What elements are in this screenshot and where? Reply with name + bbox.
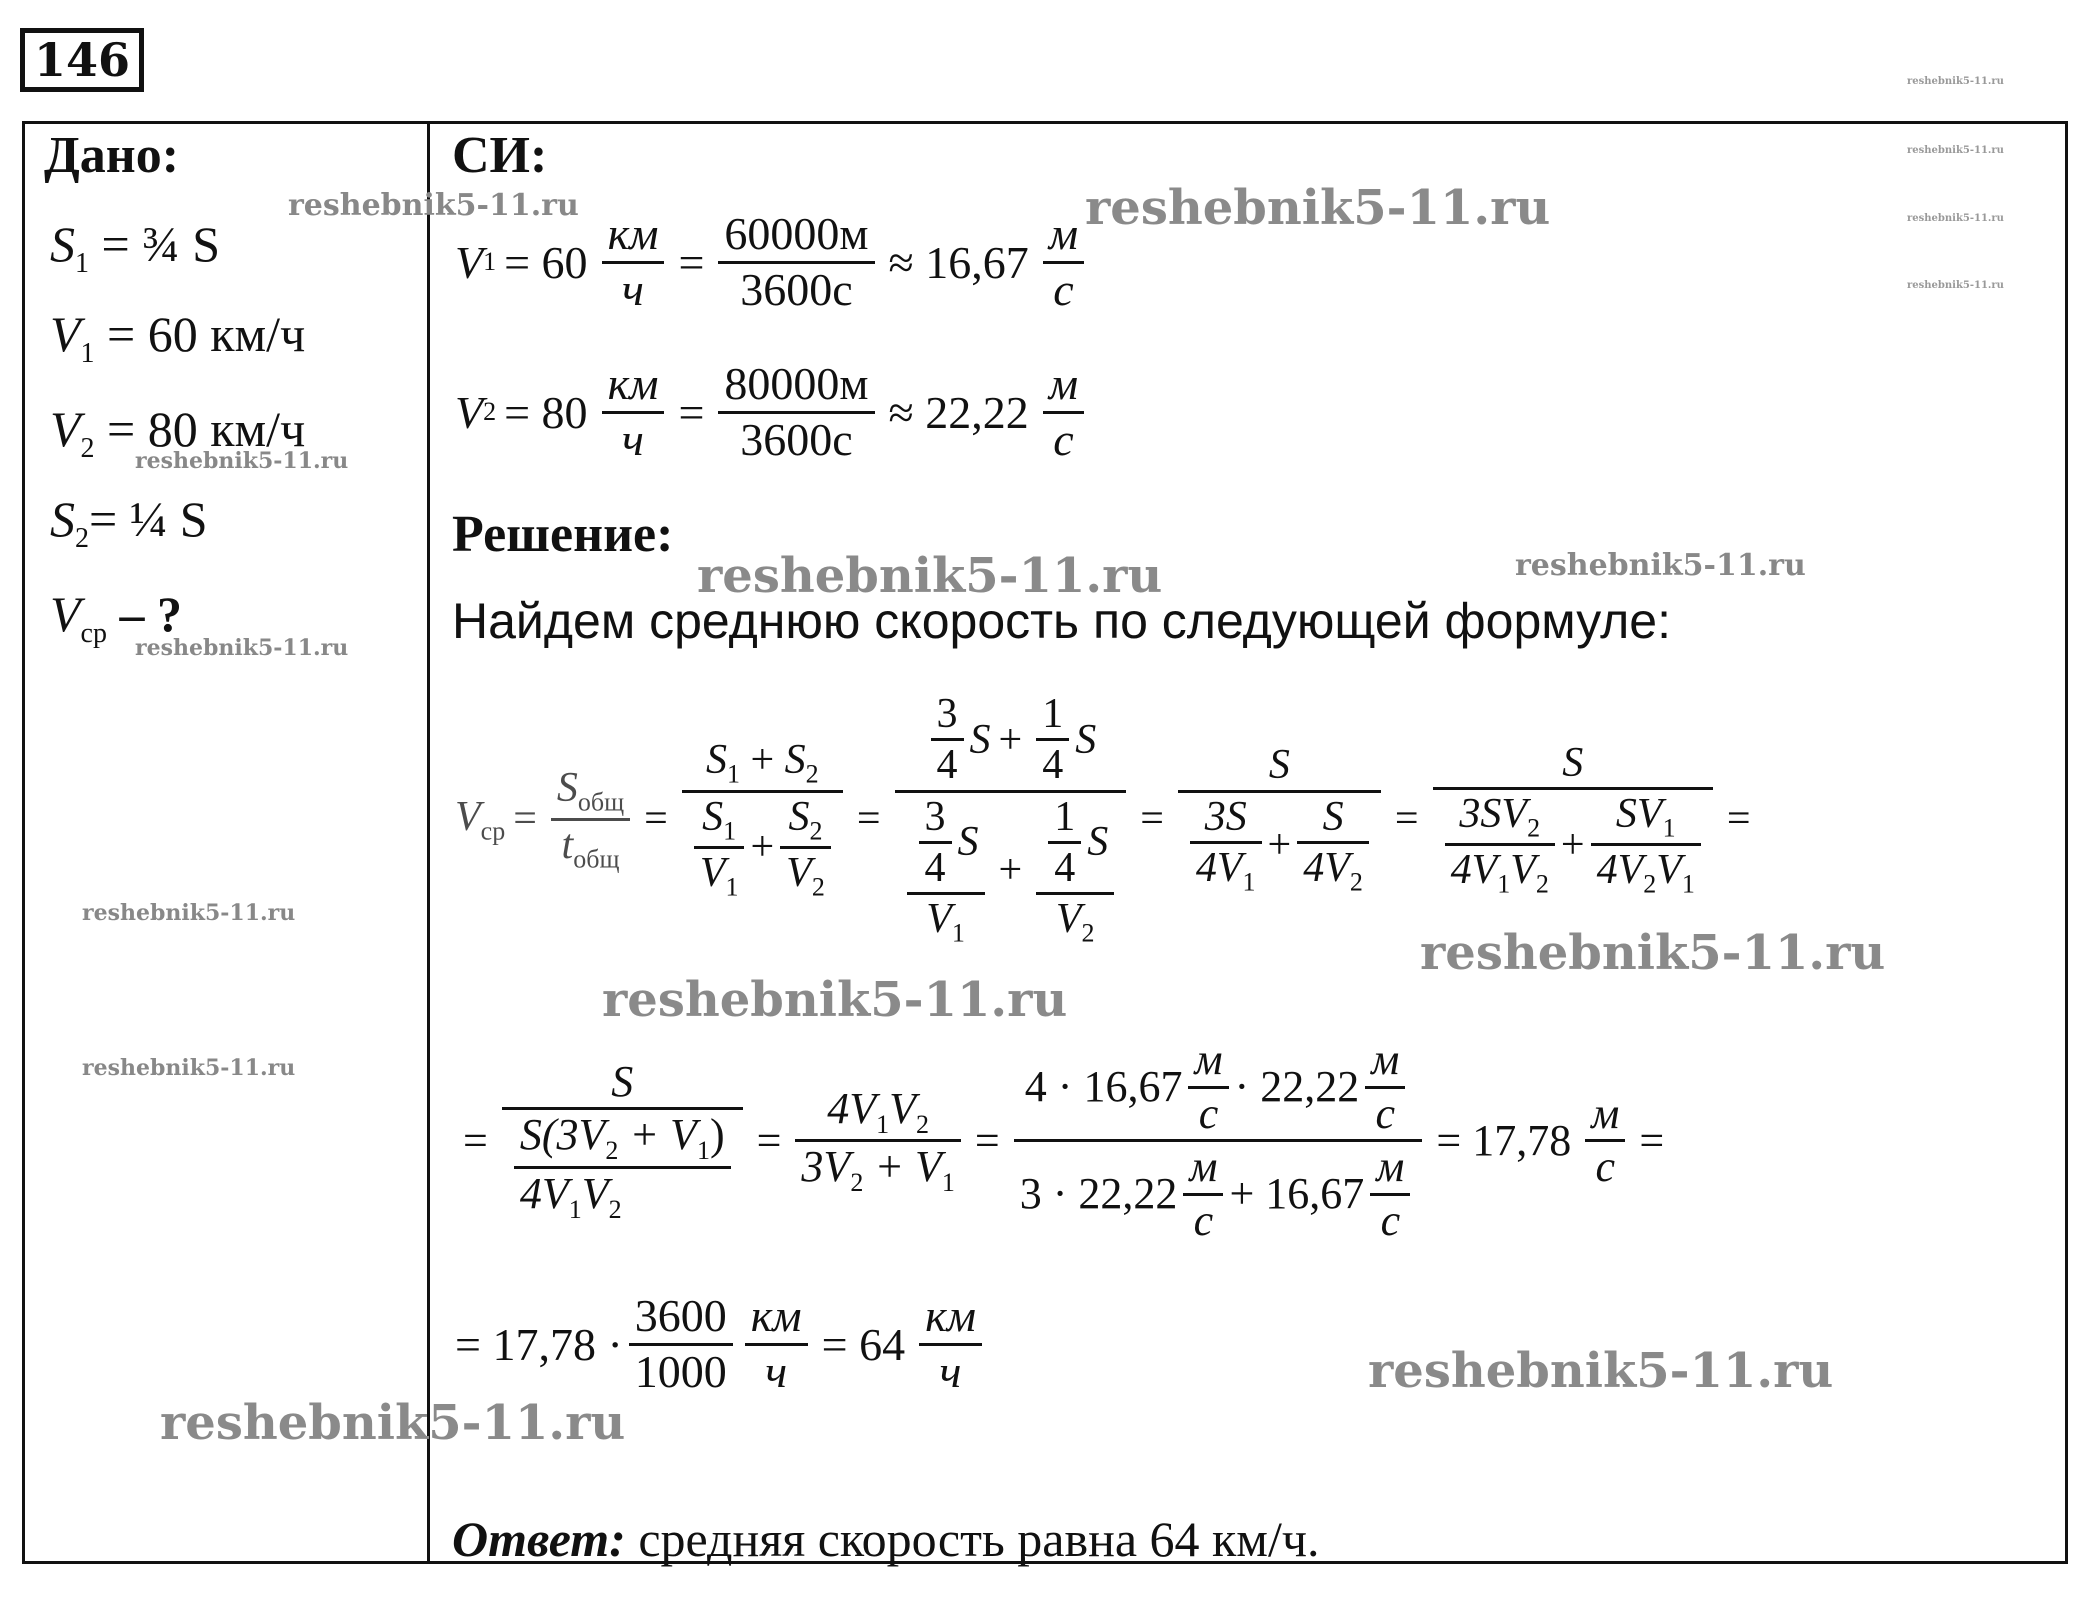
f1-sv1-sub: 1 xyxy=(1662,813,1676,843)
f2-den2-sub2: 2 xyxy=(608,1194,622,1224)
si-v1-den: 3600с xyxy=(740,263,853,315)
f2-plus: + 16,67 xyxy=(1229,1168,1365,1218)
f1-fraction-form xyxy=(895,690,1127,948)
f1-S-4: S xyxy=(1087,819,1109,866)
f2-first-fraction xyxy=(502,1057,743,1225)
watermark: reshebnik5-11.ru xyxy=(288,188,579,223)
f3-km-1: км xyxy=(750,1290,802,1341)
watermark: reshebnik5-11.ru xyxy=(1907,145,2004,156)
si-v1-equation xyxy=(455,208,1090,317)
f1-4v2: 4V xyxy=(1303,844,1350,891)
f2-den2: 4V xyxy=(519,1168,569,1218)
f1-4v1: 4V xyxy=(1195,844,1243,891)
f1-three-b: 3 xyxy=(924,793,946,840)
f1-s1: S xyxy=(705,737,727,784)
si-v1-approx: ≈ 16,67 xyxy=(888,236,1029,288)
f1-s2-over-v2 xyxy=(780,793,831,903)
si-v2-res-num: м xyxy=(1048,358,1079,409)
given-vcp-subscript: ср xyxy=(80,618,107,649)
f2-big-num: 4 · 16,67 xyxy=(1024,1061,1183,1111)
f2-r-den-tail-sub: 1 xyxy=(941,1167,955,1197)
f1-one-quarter xyxy=(1036,690,1069,790)
f2-r-num-sub1: 1 xyxy=(876,1109,890,1139)
given-v2-subscript: 2 xyxy=(80,433,95,464)
si-v2-conversion xyxy=(718,358,874,467)
given-s2-value: = ¼ S xyxy=(89,491,208,547)
given-s2-symbol: S xyxy=(50,491,75,547)
f1-plus-3: + xyxy=(998,716,1023,763)
si-v2-unit-num: км xyxy=(607,358,659,409)
f1-s2-b: S xyxy=(788,793,810,840)
answer-label: Ответ: xyxy=(452,1511,626,1567)
si-v2-value: = 80 xyxy=(504,386,588,438)
f2-eq-3: = xyxy=(974,1116,1000,1166)
f1-v2: V xyxy=(786,849,812,896)
f1-three-quarters xyxy=(931,690,964,790)
f3-unit-2 xyxy=(919,1290,982,1399)
f1-4v2v1-sub1: 2 xyxy=(1643,869,1657,899)
watermark: reshebnik5-11.ru xyxy=(82,900,296,926)
f1-three: 3 xyxy=(936,691,958,737)
f3-km-2: км xyxy=(925,1290,976,1341)
f2-m-3: м xyxy=(1189,1142,1218,1192)
f1-4v2v1-sub2: 1 xyxy=(1681,869,1695,899)
given-v1-subscript: 1 xyxy=(80,338,95,369)
f2-m-2: м xyxy=(1371,1035,1400,1084)
f1-s-over-t xyxy=(682,736,843,902)
f2-c-4: с xyxy=(1380,1195,1401,1245)
watermark: reshebnik5-11.ru xyxy=(602,972,1068,1028)
f1-four: 4 xyxy=(936,742,958,789)
si-v1-conversion xyxy=(718,208,874,317)
f1-3sv2-sub: 2 xyxy=(1527,813,1541,843)
f2-m-4: м xyxy=(1376,1142,1405,1192)
given-vcp-question: – ? xyxy=(106,586,182,642)
f1-S-3: S xyxy=(957,819,979,866)
f2-den2-sub1: 1 xyxy=(568,1194,582,1224)
f1-s2-sub: 2 xyxy=(805,759,819,789)
f1-plus-1: + xyxy=(750,737,775,784)
f1-4v1v2: 4V xyxy=(1450,847,1498,894)
f3-unit-1 xyxy=(745,1290,808,1399)
f2-tail: = xyxy=(1639,1116,1665,1166)
formula-3 xyxy=(455,1290,988,1399)
si-v1-symbol: V xyxy=(455,236,484,288)
f2-result-unit xyxy=(1585,1089,1625,1193)
f2-r-den-sub: 2 xyxy=(850,1167,864,1197)
f1-plus-6: + xyxy=(1560,821,1585,868)
f1-v2-b-sub: 2 xyxy=(1081,918,1095,948)
f2-c-3: с xyxy=(1193,1195,1214,1245)
f1-t-total-sub: общ xyxy=(573,844,620,874)
si-v2-eq: = xyxy=(678,386,705,438)
f1-4v1v2-v: V xyxy=(1510,847,1536,894)
watermark: reshebnik5-11.ru xyxy=(82,1055,296,1081)
f2-r-num-sub2: 2 xyxy=(916,1109,930,1139)
f1-s1-sub: 1 xyxy=(726,759,740,789)
f2-result: = 17,78 xyxy=(1436,1116,1572,1166)
f1-4v2v1: 4V xyxy=(1596,847,1644,894)
f1-four-2: 4 xyxy=(1042,742,1064,789)
f1-one-b: 1 xyxy=(1054,793,1076,840)
f1-v2-b: V xyxy=(1055,896,1082,943)
f1-S-7: S xyxy=(1562,739,1584,786)
si-v1-unit-num: км xyxy=(607,208,659,259)
f2-m-5: м xyxy=(1591,1088,1620,1138)
watermark: reshebnik5-11.ru xyxy=(1085,180,1551,236)
given-v2-symbol: V xyxy=(50,401,81,457)
given-v1 xyxy=(50,305,305,370)
watermark: reshebnik5-11.ru xyxy=(697,548,1163,604)
f2-r-den-tail: + V xyxy=(863,1142,942,1192)
f1-simplified-2 xyxy=(1433,739,1713,900)
si-v2-unit-den: ч xyxy=(622,413,644,465)
f1-4v2-sub: 2 xyxy=(1349,867,1363,897)
problem-number: 146 xyxy=(20,28,144,92)
column-divider xyxy=(427,121,430,1564)
f2-inner-fraction: $\frac{S(3V_2 + V_1)}{4V_1V_2}$ xyxy=(508,1110,737,1224)
given-title: Дано: xyxy=(44,127,180,184)
f2-c-1: с xyxy=(1198,1088,1219,1138)
f1-v1: V xyxy=(699,849,726,896)
si-title: СИ: xyxy=(452,127,548,184)
si-v2-res-den: с xyxy=(1053,413,1074,465)
f1-four-c: 4 xyxy=(1054,844,1076,891)
answer-text: средняя скорость равна 64 км/ч. xyxy=(625,1511,1320,1567)
si-v1-result-unit xyxy=(1043,208,1084,317)
given-v1-symbol: V xyxy=(50,306,81,362)
f3-eq: = 64 xyxy=(821,1318,906,1370)
si-v2-approx: ≈ 22,22 xyxy=(888,386,1029,438)
f3-num: 3600 xyxy=(634,1290,727,1341)
f1-s1-over-v1 xyxy=(694,793,745,903)
f2-eq-2: = xyxy=(756,1116,782,1166)
si-v2-equation xyxy=(455,358,1090,467)
f1-eq-5: = xyxy=(1394,796,1419,843)
f1-total-ratio xyxy=(551,764,630,874)
watermark: reshebnik5-11.ru xyxy=(1368,1343,1834,1399)
watermark: reshebnik5-11.ru xyxy=(135,635,349,661)
f1-4v2v1-v: V xyxy=(1656,847,1682,894)
f1-plus-2: + xyxy=(750,824,775,871)
f1-3sv2: 3SV xyxy=(1459,791,1528,838)
f2-c-5: с xyxy=(1595,1142,1616,1192)
f1-vcp-subscript: ср xyxy=(480,815,506,845)
given-s1-subscript: 1 xyxy=(75,248,89,279)
f1-sv1: SV xyxy=(1615,791,1663,838)
given-s1 xyxy=(50,215,220,280)
f2-numeric xyxy=(1014,1035,1423,1246)
watermark: reshebnik5-11.ru xyxy=(1907,280,2004,291)
f2-r-den: 3V xyxy=(801,1142,851,1192)
f1-v1-b: V xyxy=(926,896,952,943)
f2-close: ) xyxy=(709,1110,725,1160)
watermark: reshebnik5-11.ru xyxy=(1907,76,2004,87)
f1-4v1-sub: 1 xyxy=(1242,867,1256,897)
f2-m-1: м xyxy=(1194,1035,1223,1084)
f2-dot: · 22,22 xyxy=(1234,1061,1360,1111)
watermark: reshebnik5-11.ru xyxy=(1907,213,2004,224)
si-v2-result-unit xyxy=(1043,358,1084,467)
formula-2 xyxy=(455,1035,1672,1246)
f1-eq-4: = xyxy=(1140,796,1164,843)
si-v2-unit xyxy=(602,358,665,467)
f1-four-b: 4 xyxy=(924,844,946,891)
formula-1-vcp xyxy=(455,793,505,846)
si-v1-num: 60000м xyxy=(724,208,869,259)
given-s2-subscript: 2 xyxy=(75,523,89,554)
f1-plus-5: + xyxy=(1267,821,1292,868)
given-vcp-symbol: V xyxy=(50,586,81,642)
f2-r-num: 4V xyxy=(827,1083,877,1133)
si-v1-res-num: м xyxy=(1048,208,1079,259)
f1-s1-b: S xyxy=(702,793,724,840)
f1-eq-3: = xyxy=(856,796,881,843)
f3-h-2: ч xyxy=(939,1345,962,1397)
f1-S-5: S xyxy=(1268,742,1290,789)
f3-den: 1000 xyxy=(634,1345,727,1397)
si-v1-unit xyxy=(602,208,665,317)
f1-3s: 3S xyxy=(1204,793,1247,840)
f1-S-2: S xyxy=(1075,716,1097,763)
f3-h-1: ч xyxy=(765,1345,788,1397)
f1-quarter-s-over-v2 xyxy=(1036,793,1114,949)
solution-intro: Найдем среднюю скорость по следующей формуле: xyxy=(452,593,1671,649)
f2-S: S xyxy=(611,1056,634,1106)
f1-v1-b-sub: 1 xyxy=(951,918,965,948)
f2-reduced: $\frac{4V_1V_2}{3V_2 + V_1}$ xyxy=(795,1084,960,1198)
f2-den-sub: 2 xyxy=(605,1136,619,1166)
given-s1-value: = ¾ S xyxy=(89,216,221,272)
f2-eq-1: = xyxy=(463,1116,488,1166)
solution-title: Решение: xyxy=(452,506,674,563)
si-v1-unit-den: ч xyxy=(622,263,644,315)
f2-c-2: с xyxy=(1375,1088,1396,1138)
given-v2-value: = 80 км/ч xyxy=(94,401,306,457)
si-v1-res-den: с xyxy=(1053,263,1074,315)
f1-one: 1 xyxy=(1042,691,1064,737)
f1-plus-4: + xyxy=(998,847,1023,894)
f1-4v1v2-sub2: 2 xyxy=(1535,869,1549,899)
f1-t-total: t xyxy=(561,821,574,868)
f1-s2-b-sub: 2 xyxy=(809,815,823,845)
f1-simplified-1 xyxy=(1178,741,1381,897)
si-v2-symbol: V xyxy=(455,386,484,438)
watermark: reshebnik5-11.ru xyxy=(160,1395,626,1451)
f3-lhs: = 17,78 · xyxy=(455,1318,623,1370)
f1-S-1: S xyxy=(969,716,991,763)
f2-den: S(3V xyxy=(519,1110,606,1160)
f1-eq-6: = xyxy=(1726,796,1751,843)
f2-big-den: 3 · 22,22 xyxy=(1019,1168,1178,1218)
f2-den-tail-sub: 1 xyxy=(696,1136,710,1166)
given-v1-value: = 60 км/ч xyxy=(94,306,306,362)
si-v2-subscript: 2 xyxy=(483,397,497,427)
formula-1 xyxy=(455,690,1759,948)
answer-line xyxy=(452,1510,1320,1568)
f1-s2: S xyxy=(784,737,806,784)
si-v2-num: 80000м xyxy=(724,358,869,409)
f1-three-quarter-s-over-v1 xyxy=(907,793,985,949)
f1-eq-2: = xyxy=(644,796,668,843)
f1-4v1v2-sub1: 1 xyxy=(1497,869,1511,899)
f1-s-total-sub: общ xyxy=(577,787,625,817)
si-v2-den: 3600с xyxy=(740,413,853,465)
watermark: reshebnik5-11.ru xyxy=(1515,548,1806,583)
f1-eq-1: = xyxy=(513,796,537,843)
si-v1-subscript: 1 xyxy=(483,247,497,277)
given-s2 xyxy=(50,490,208,555)
given-s1-symbol: S xyxy=(50,216,75,272)
si-v1-eq: = xyxy=(678,236,705,288)
f2-den-tail: + V xyxy=(618,1110,697,1160)
f1-s-total: S xyxy=(556,765,578,812)
f1-v1-sub: 1 xyxy=(725,872,739,902)
f1-s1-b-sub: 1 xyxy=(723,815,737,845)
f1-vcp-symbol: V xyxy=(455,793,481,840)
watermark: reshebnik5-11.ru xyxy=(1420,925,1886,981)
f1-S-6: S xyxy=(1322,793,1344,840)
f3-conversion xyxy=(629,1290,733,1399)
f1-v2-sub: 2 xyxy=(811,872,825,902)
watermark: reshebnik5-11.ru xyxy=(135,448,349,474)
si-v1-value: = 60 xyxy=(504,236,588,288)
